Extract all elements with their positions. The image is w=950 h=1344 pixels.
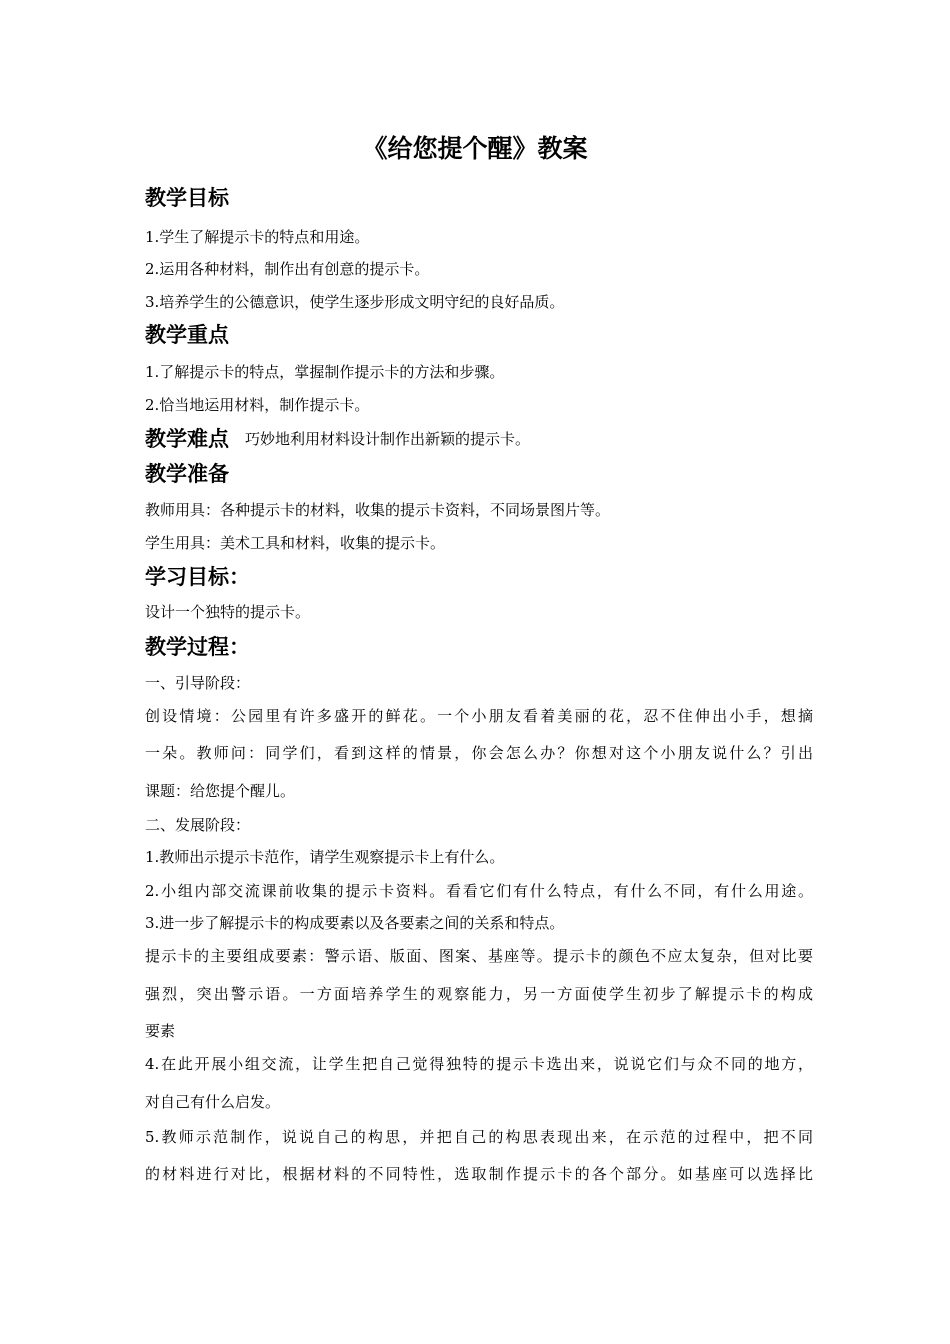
key-point-item-2: 2.恰当地运用材料，制作提示卡。 bbox=[145, 396, 370, 414]
difficulty-row bbox=[145, 424, 530, 454]
preparation-student: 学生用具：美术工具和材料，收集的提示卡。 bbox=[145, 534, 446, 552]
stage-1-heading: 一、引导阶段： bbox=[145, 674, 251, 692]
stage-2-line-7: 4.在此开展小组交流，让学生把自己觉得独特的提示卡选出来，说说它们与众不同的地方， bbox=[145, 1055, 813, 1073]
key-point-item-1: 1.了解提示卡的特点，掌握制作提示卡的方法和步骤。 bbox=[145, 363, 505, 381]
stage-2-line-10: 的材料进行对比，根据材料的不同特性，选取制作提示卡的各个部分。如基座可以选择比 bbox=[145, 1165, 813, 1183]
goal-item-2: 2.运用各种材料，制作出有创意的提示卡。 bbox=[145, 260, 430, 278]
goal-item-1: 1.学生了解提示卡的特点和用途。 bbox=[145, 228, 370, 246]
heading-teaching-process: 教学过程： bbox=[145, 635, 250, 659]
stage-1-line-3: 课题：给您提个醒儿。 bbox=[145, 782, 296, 800]
heading-preparation: 教学准备 bbox=[145, 462, 229, 486]
stage-2-line-1: 1.教师出示提示卡范作，请学生观察提示卡上有什么。 bbox=[145, 848, 505, 866]
stage-1-line-1: 创设情境：公园里有许多盛开的鲜花。一个小朋友看着美丽的花，忍不住伸出小手，想摘 bbox=[145, 707, 813, 725]
stage-2-line-2: 2.小组内部交流课前收集的提示卡资料。看看它们有什么特点，有什么不同，有什么用途。 bbox=[145, 882, 813, 900]
stage-2-line-9: 5.教师示范制作，说说自己的构思，并把自己的构思表现出来，在示范的过程中，把不同 bbox=[145, 1128, 813, 1146]
learning-goal-text: 设计一个独特的提示卡。 bbox=[145, 603, 311, 621]
stage-2-heading: 二、发展阶段： bbox=[145, 816, 251, 834]
heading-teaching-goals: 教学目标 bbox=[145, 186, 229, 210]
difficulty-text: 巧妙地利用材料设计制作出新颖的提示卡。 bbox=[245, 430, 531, 448]
stage-2-line-3: 3.进一步了解提示卡的构成要素以及各要素之间的关系和特点。 bbox=[145, 914, 565, 932]
heading-key-points: 教学重点 bbox=[145, 323, 229, 347]
document-title: 《给您提个醒》教案 bbox=[362, 134, 588, 163]
stage-2-line-4: 提示卡的主要组成要素：警示语、版面、图案、基座等。提示卡的颜色不应太复杂，但对比要 bbox=[145, 947, 813, 965]
stage-2-line-5: 强烈，突出警示语。一方面培养学生的观察能力，另一方面使学生初步了解提示卡的构成 bbox=[145, 985, 813, 1003]
stage-2-line-6: 要素 bbox=[145, 1022, 176, 1040]
goal-item-3: 3.培养学生的公德意识，使学生逐步形成文明守纪的良好品质。 bbox=[145, 293, 565, 311]
stage-1-line-2: 一朵。教师问：同学们，看到这样的情景，你会怎么办？你想对这个小朋友说什么？引出 bbox=[145, 744, 813, 762]
stage-2-line-8: 对自己有什么启发。 bbox=[145, 1093, 281, 1111]
preparation-teacher: 教师用具：各种提示卡的材料，收集的提示卡资料，不同场景图片等。 bbox=[145, 501, 611, 519]
heading-learning-goal: 学习目标： bbox=[145, 565, 250, 589]
heading-difficulty: 教学难点 bbox=[145, 427, 229, 451]
